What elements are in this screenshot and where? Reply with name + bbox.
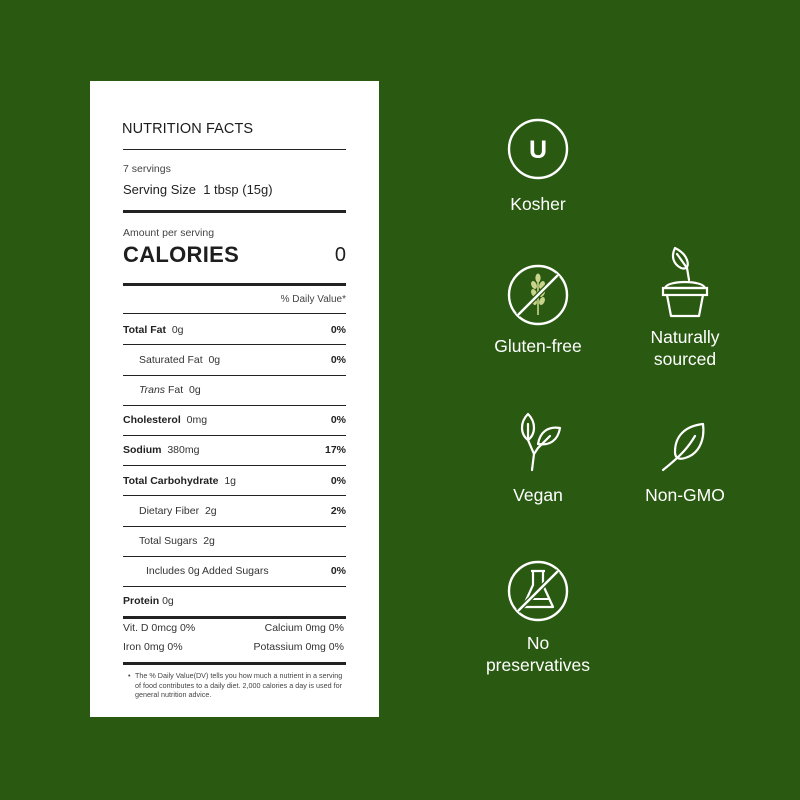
vegan-sprout-icon: [506, 410, 570, 474]
badge-label: Non-GMO: [645, 485, 725, 505]
badge-label: Gluten-free: [494, 336, 582, 356]
badge-naturally-sourced: [625, 242, 745, 370]
badge-label-line2: preservatives: [485, 655, 591, 675]
nutrition-facts-card: [90, 81, 379, 717]
nutrient-row-total-carbohydrate: [123, 466, 346, 496]
badge-vegan: [478, 410, 598, 506]
nutrient-dv: 0%: [330, 324, 346, 336]
badge-label-line1: Naturally: [650, 327, 720, 347]
nutrient-label: Protein: [123, 595, 160, 607]
amount-per-serving: Amount per serving: [123, 227, 215, 239]
badge-kosher: [478, 117, 598, 215]
divider: [123, 210, 346, 213]
servings-count: 7 servings: [123, 163, 171, 175]
nutrient-label: Sodium: [123, 444, 162, 456]
nutrient-label: Dietary Fiber: [139, 505, 200, 517]
nutrient-amount: 380mg: [167, 444, 200, 456]
kosher-icon: [506, 117, 570, 181]
potassium: Potassium 0mg 0%: [253, 641, 344, 653]
iron: Iron 0mg 0%: [123, 641, 183, 653]
daily-value-footnote: • The % Daily Value(DV) tells you how much a nutrient in a serving of food contributes to a daily diet. 2,000 calories a day is used for general nutrition advice.: [128, 671, 350, 700]
nutrient-amount: 2g: [204, 505, 217, 517]
badge-label-line1: No: [526, 633, 550, 653]
nutrient-label: Saturated Fat: [139, 354, 203, 366]
nutrient-label: Cholesterol: [123, 414, 181, 426]
nutrition-title: NUTRITION FACTS: [122, 121, 254, 137]
serving-size-value: 1 tbsp (15g): [203, 182, 273, 197]
divider: [123, 662, 346, 665]
nutrient-amount: 0g: [189, 384, 201, 396]
nutrient-dv: 17%: [324, 444, 346, 456]
nutrient-row-cholesterol: [123, 405, 346, 435]
nutrient-row-saturated-fat: [123, 345, 346, 375]
divider: [123, 149, 346, 150]
divider: [123, 283, 346, 286]
badge-gluten-free: [478, 263, 598, 357]
no-flask-icon: [506, 559, 570, 623]
nutrient-dv: 0%: [330, 354, 346, 366]
badge-label-line2: sourced: [653, 349, 717, 369]
nutrient-label-italic: Trans: [139, 384, 166, 396]
badge-label: [625, 326, 745, 370]
nutrient-label: Total Sugars: [139, 535, 198, 547]
badge-label: [478, 632, 598, 676]
nutrient-label: Total Fat: [123, 324, 166, 336]
nutrient-amount: 1g: [224, 475, 237, 487]
nutrient-dv: 0%: [330, 414, 346, 426]
calories-value: 0: [334, 244, 346, 266]
gluten-free-icon: [506, 263, 570, 327]
nutrient-amount: 2g: [203, 535, 215, 547]
nutrient-row-trans-fat: [123, 375, 346, 405]
nutrient-row-added-sugars: [123, 556, 346, 586]
plant-pot-icon: [657, 242, 713, 320]
daily-value-header: % Daily Value*: [280, 294, 346, 305]
nutrient-row-total-fat: [123, 315, 346, 345]
nutrient-row-total-sugars: [123, 526, 346, 556]
nutrient-label: Includes 0g Added Sugars: [146, 565, 269, 577]
nutrient-dv: 0%: [330, 475, 346, 487]
nutrient-label: Total Carbohydrate: [123, 475, 219, 487]
nutrient-amount: 0g: [208, 354, 221, 366]
nutrient-amount: 0g: [171, 324, 184, 336]
serving-size-label: Serving Size: [123, 182, 196, 197]
serving-size: [123, 182, 273, 197]
nutrient-label: Fat: [167, 384, 184, 396]
badge-label: Vegan: [513, 485, 563, 505]
nutrient-row-sodium: [123, 435, 346, 465]
nutrient-row-protein: [123, 586, 346, 616]
badge-label: Kosher: [510, 194, 566, 214]
calories-label: CALORIES: [123, 242, 240, 267]
nutrient-amount: 0g: [162, 595, 174, 607]
calcium: Calcium 0mg 0%: [264, 622, 344, 634]
divider: [123, 616, 346, 619]
svg-text:U: U: [528, 136, 548, 164]
nutrient-amount: 0mg: [186, 414, 208, 426]
badge-non-gmo: [625, 420, 745, 506]
nutrient-row-dietary-fiber: [123, 496, 346, 526]
nutrient-dv: 2%: [330, 505, 346, 517]
badge-no-preservatives: [478, 559, 598, 676]
nutrient-dv: 0%: [330, 565, 346, 577]
vitamin-d: Vit. D 0mcg 0%: [123, 622, 196, 634]
vitamin-row: [123, 622, 344, 634]
leaf-icon: [657, 420, 713, 476]
vitamin-row: [123, 641, 344, 653]
